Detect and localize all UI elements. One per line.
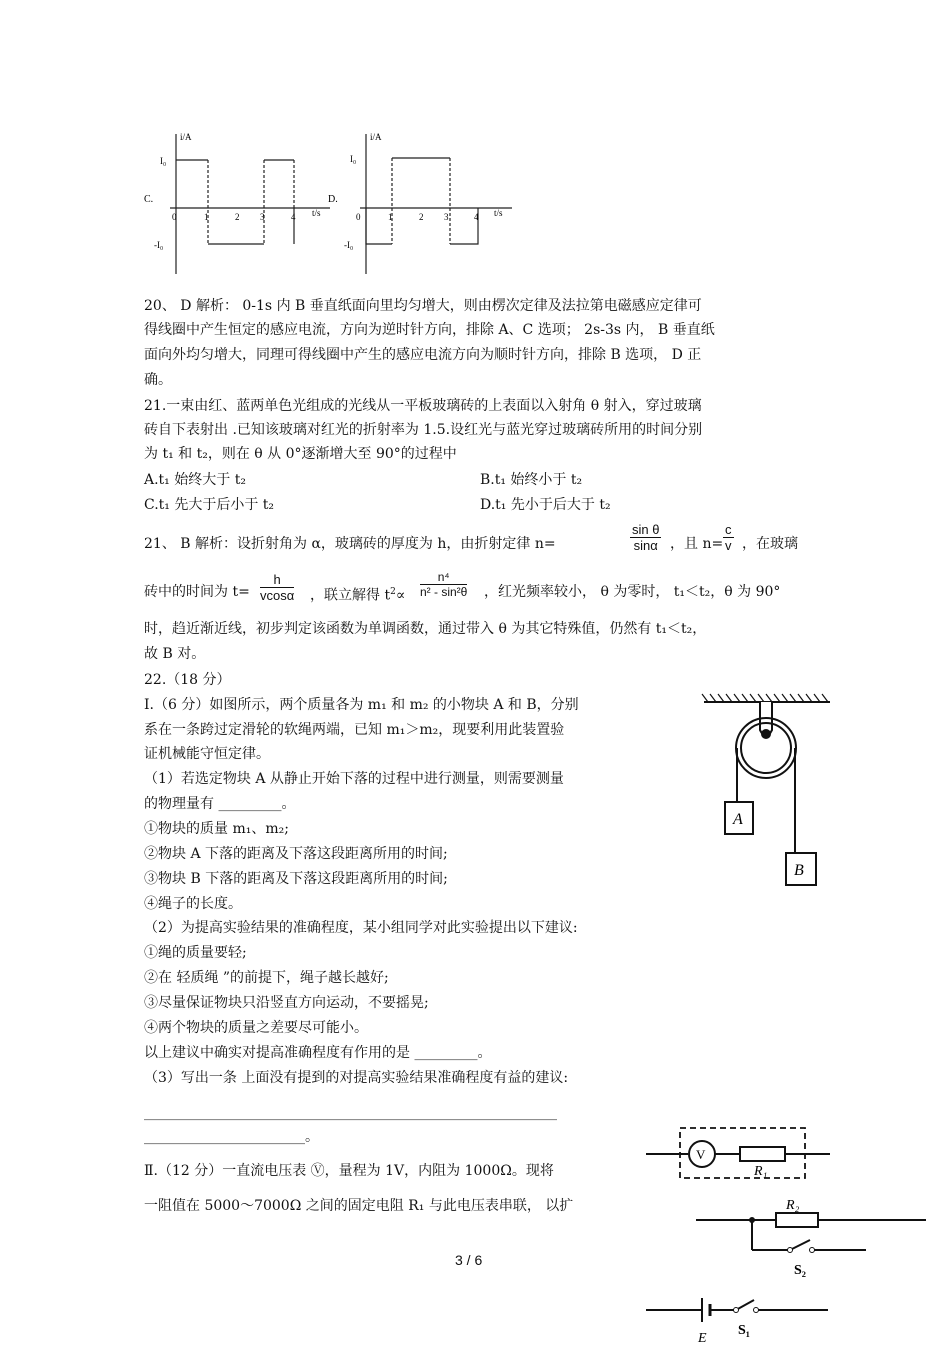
- answer-20-line-1: 20、 D 解析： 0-1s 内 B 垂直纸面向里均匀增大，则由楞次定律及法拉第电磁感应定律可: [144, 298, 702, 314]
- answer-21-line-2-mid-text: ，联立解得 t: [310, 587, 391, 604]
- question-22-part-2-line-2: 一阻值在 5000～7000Ω 之间的固定电阻 R₁ 与此电压表串联， 以扩: [144, 1198, 574, 1214]
- fraction-time: [260, 572, 294, 603]
- graph-d: [326, 128, 516, 278]
- graph-d-bottom: -I₀: [344, 240, 354, 250]
- graph-c: [140, 128, 340, 278]
- circuit-diagram: [640, 1120, 940, 1345]
- fraction-sin-num: sin θ: [632, 522, 660, 537]
- graph-d-xlabel: t/s: [494, 208, 503, 218]
- answer-21-line-4: 故 B 对。: [144, 646, 206, 662]
- answer-21-line-1-start: 21、 B 解析：设折射角为 α，玻璃砖的厚度为 h，由折射定律 n=: [144, 536, 556, 552]
- fraction-sin-ratio: [630, 522, 661, 553]
- fraction-c-v: [723, 522, 734, 553]
- answer-20-line-2: 得线圈中产生恒定的感应电流，方向为逆时针方向，排除 A、C 选项； 2s-3s 内， B 垂直纸: [144, 322, 715, 338]
- option-d: D.t₁ 先小于后大于 t₂: [480, 497, 611, 513]
- fraction-proportion-den: n² - sin²θ: [420, 585, 468, 599]
- question-22-line-14: ④两个物块的质量之差要尽可能小。: [144, 1020, 368, 1036]
- question-22-line-5: 的物理量有 _________。: [144, 796, 296, 812]
- answer-21-line-2-mid: [310, 582, 405, 606]
- page-number: 3 / 6: [455, 1252, 483, 1268]
- question-22-line-1: Ⅰ.（6 分）如图所示，两个质量各为 m₁ 和 m₂ 的小物块 A 和 B，分别: [144, 697, 579, 713]
- battery-e-label: E: [698, 1331, 707, 1345]
- fraction-proportion-num: n⁴: [420, 570, 467, 585]
- question-22-title: 22.（18 分）: [144, 672, 231, 688]
- question-22-line-10: （2）为提高实验结果的准确程度，某小组同学对此实验提出以下建议:: [144, 920, 578, 936]
- answer-blank-line-1: ___________________________________________________________: [144, 1105, 557, 1121]
- graph-c-label: C.: [144, 194, 154, 205]
- graph-d-origin: 0: [356, 212, 361, 222]
- resistor-r2-label: R₂: [786, 1198, 800, 1213]
- graph-c-xlabel: t/s: [312, 208, 321, 218]
- question-22-line-15: 以上建议中确实对提高准确程度有作用的是 _________。: [144, 1045, 492, 1061]
- question-22-line-2: 系在一条跨过定滑轮的软绳两端，已知 m₁＞m₂，现要利用此装置验: [144, 722, 565, 738]
- block-b-label: B: [794, 862, 804, 879]
- question-22-line-4: （1）若选定物块 A 从静止开始下落的过程中进行测量，则需要测量: [144, 771, 564, 787]
- answer-20-line-3: 面向外均匀增大，同理可得线圈中产生的感应电流方向为顺时针方向，排除 B 选项， D 正: [144, 347, 702, 363]
- graph-d-tick-3: 3: [444, 212, 449, 222]
- graph-c-tick-4: 4: [291, 212, 296, 222]
- fraction-time-num: h: [260, 572, 294, 588]
- option-c: C.t₁ 先大于后小于 t₂: [144, 497, 275, 513]
- graph-c-tick-1: 1: [204, 212, 209, 222]
- answer-21-line-3: 时，趋近渐近线，初步判定该函数为单调函数，通过带入 θ 为其它特殊值，仍然有 t₁＜t₂，: [144, 621, 707, 637]
- graph-c-tick-2: 2: [235, 212, 240, 222]
- question-22-line-9: ④绳子的长度。: [144, 896, 242, 912]
- graph-c-top: I₀: [160, 156, 167, 166]
- question-22-line-6: ①物块的质量 m₁、m₂;: [144, 821, 289, 837]
- question-22-part-2-line-1: Ⅱ.（12 分）一直流电压表 Ⓥ，量程为 1V，内阻为 1000Ω。现将: [144, 1163, 554, 1179]
- fraction-sin-den: sinα: [633, 538, 658, 553]
- switch-s1-label: S₁: [738, 1323, 750, 1338]
- answer-21-line-1: [144, 534, 556, 554]
- question-22-line-7: ②物块 A 下落的距离及下落这段距离所用的时间;: [144, 846, 448, 862]
- graph-c-tick-3: 3: [260, 212, 265, 222]
- answer-21-line-1-mid: ，且 n=: [670, 536, 724, 552]
- question-22-line-13: ③尽量保证物块只沿竖直方向运动，不要摇晃;: [144, 995, 429, 1011]
- graph-d-label: D.: [328, 194, 338, 205]
- question-22-line-16: （3）写出一条 上面没有提到的对提高实验结果准确程度有益的建议:: [144, 1070, 569, 1086]
- pulley-diagram: [700, 690, 840, 895]
- proportional-sign: ∝: [395, 587, 406, 604]
- superscript-2: 2: [390, 587, 396, 597]
- graph-d-tick-1: 1: [388, 212, 393, 222]
- switch-s2-label: S₂: [794, 1263, 806, 1278]
- answer-20-line-4: 确。: [144, 372, 172, 388]
- answer-21-line-1-end: ，在玻璃: [742, 536, 798, 552]
- question-22-line-8: ③物块 B 下落的距离及下落这段距离所用的时间;: [144, 871, 448, 887]
- question-21-line-3: 为 t₁ 和 t₂，则在 θ 从 0°逐渐增大至 90°的过程中: [144, 446, 457, 462]
- graph-d-ylabel: i/A: [370, 132, 382, 142]
- answer-blank-line-2: _______________________。: [144, 1129, 319, 1145]
- graph-c-ylabel: i/A: [180, 132, 192, 142]
- graph-d-tick-4: 4: [474, 212, 479, 222]
- graph-c-origin: 0: [172, 212, 177, 222]
- fraction-proportion: [420, 570, 467, 599]
- graph-d-tick-2: 2: [419, 212, 424, 222]
- option-a: A.t₁ 始终大于 t₂: [144, 472, 246, 488]
- block-a-label: A: [733, 811, 743, 828]
- option-b: B.t₁ 始终小于 t₂: [480, 472, 583, 488]
- fraction-c-num: c: [725, 522, 732, 537]
- question-22-line-12: ②在 轻质绳 ”的前提下，绳子越长越好;: [144, 970, 389, 986]
- question-21-line-1: 21.一束由红、蓝两单色光组成的光线从一平板玻璃砖的上表面以入射角 θ 射入，穿过玻璃: [144, 398, 702, 414]
- graph-d-top: I₀: [350, 154, 357, 164]
- answer-21-line-2-end: ，红光频率较小， θ 为零时， t₁＜t₂，θ 为 90°: [484, 584, 781, 600]
- voltmeter-label: V: [696, 1147, 706, 1162]
- fraction-time-den: vcosα: [260, 588, 295, 603]
- answer-21-line-2-start: 砖中的时间为 t=: [144, 584, 250, 600]
- graph-c-bottom: -I₀: [154, 240, 164, 250]
- fraction-c-den: v: [725, 538, 732, 553]
- question-22-line-11: ①绳的质量要轻;: [144, 945, 247, 961]
- question-22-line-3: 证机械能守恒定律。: [144, 746, 270, 762]
- resistor-r1-label: R₁: [754, 1164, 768, 1179]
- question-21-line-2: 砖自下表射出 .已知该玻璃对红光的折射率为 1.5.设红光与蓝光穿过玻璃砖所用的时间分别: [144, 422, 703, 438]
